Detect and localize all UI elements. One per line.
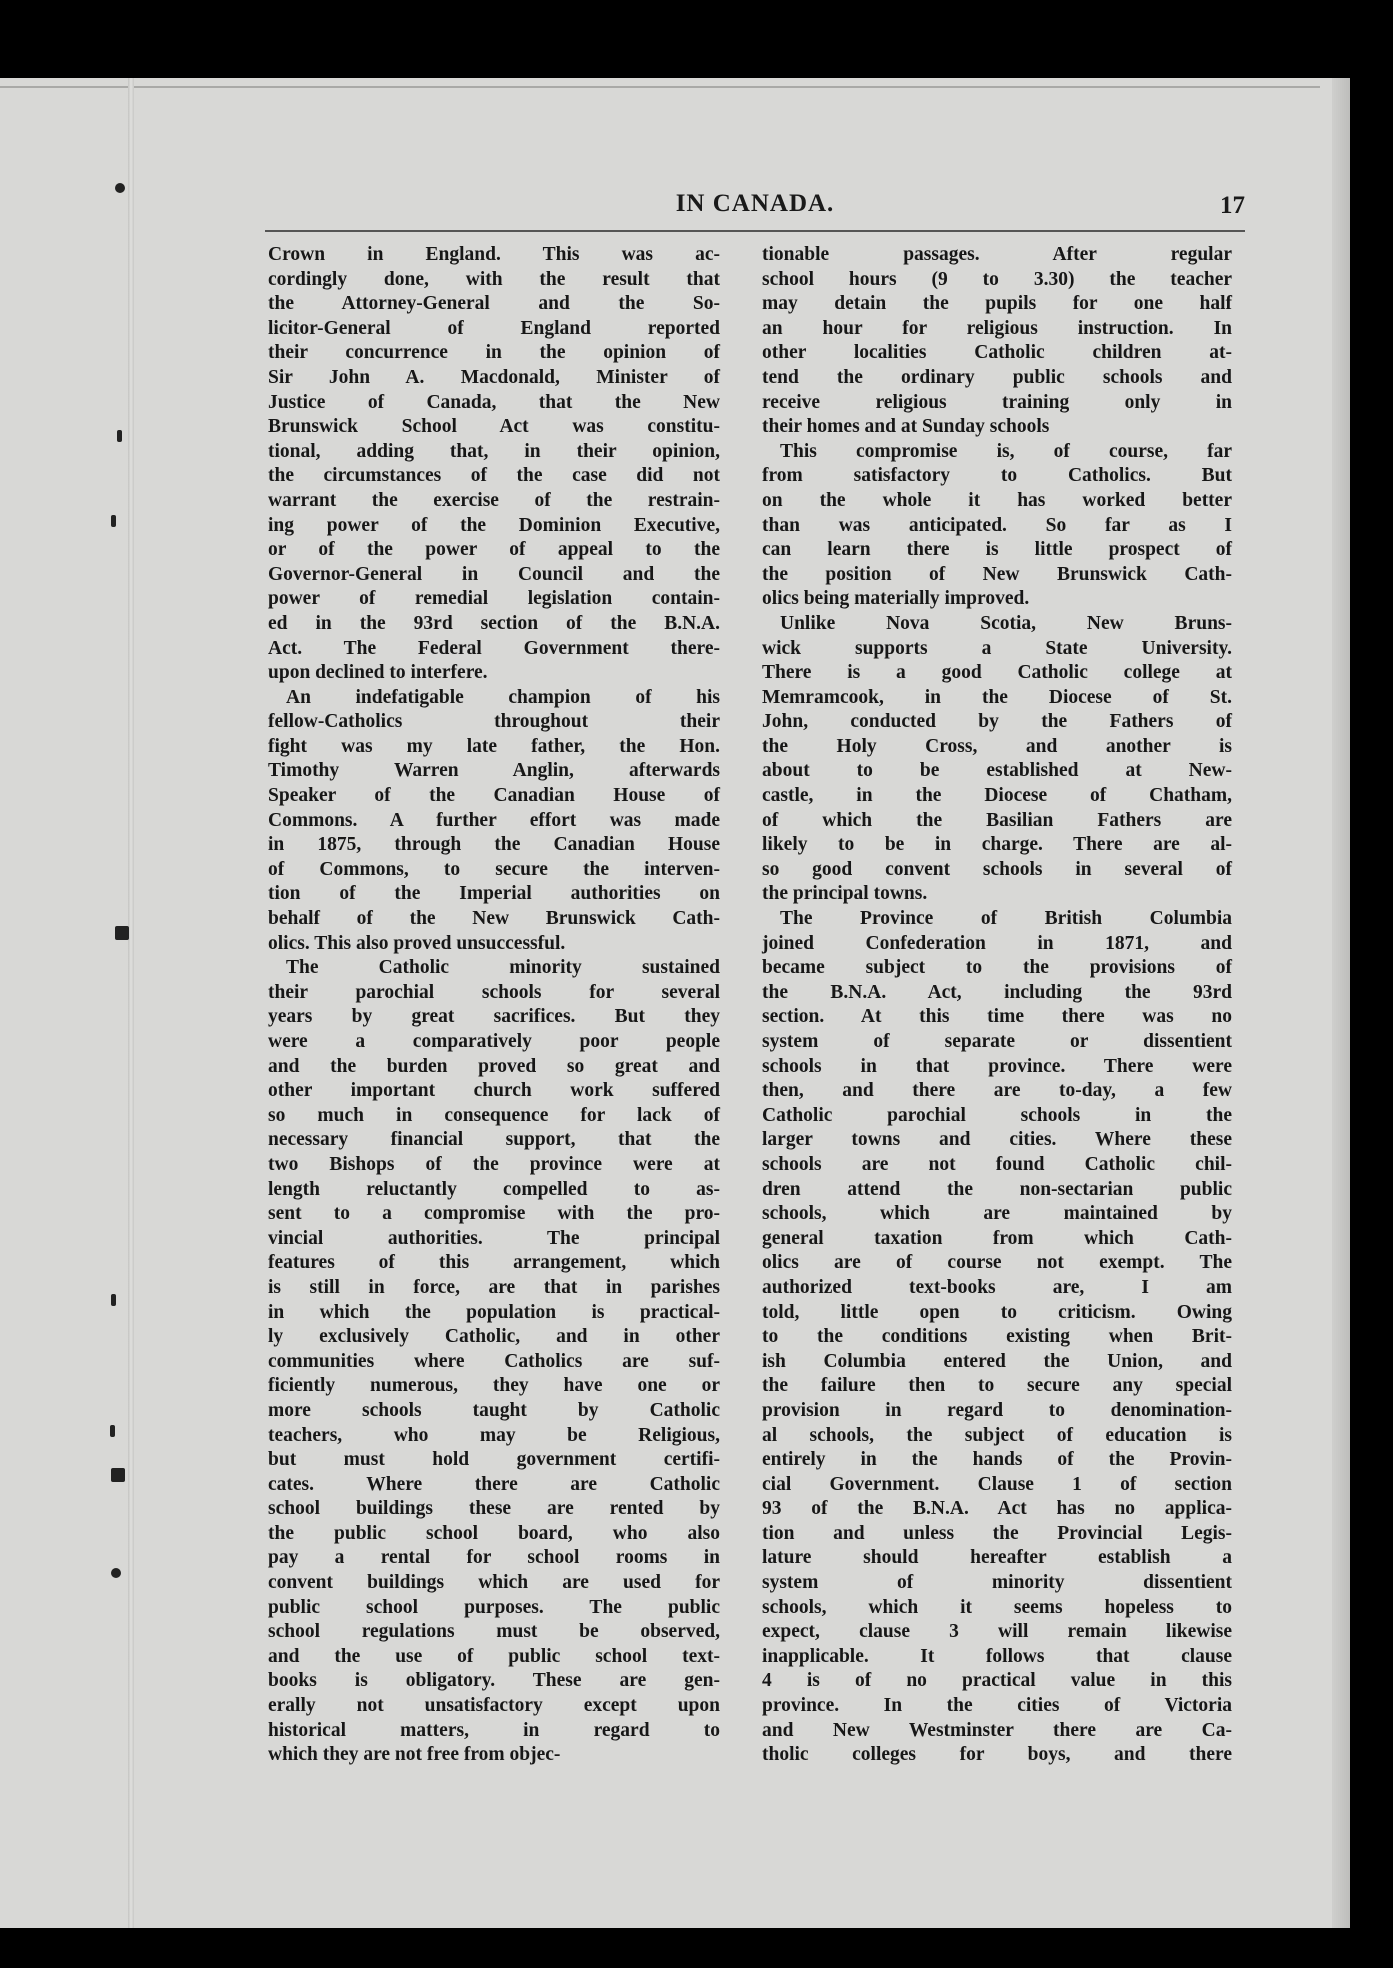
text-line: communities where Catholics are suf- xyxy=(268,1350,720,1372)
text-line: public school purposes. The public xyxy=(268,1596,720,1618)
text-line: There is a good Catholic college at xyxy=(762,662,1232,684)
text-line: power of remedial legislation contain- xyxy=(268,588,720,610)
text-line: Act. The Federal Government there- xyxy=(268,637,720,659)
text-line: ficiently numerous, they have one or xyxy=(268,1375,720,1397)
text-line: olics are of course not exempt. The xyxy=(762,1252,1232,1274)
text-line: The Province of British Columbia xyxy=(780,908,1232,930)
text-line: their concurrence in the opinion of xyxy=(268,342,720,364)
text-line: the Holy Cross, and another is xyxy=(762,735,1232,757)
text-line: The Catholic minority sustained xyxy=(286,957,720,979)
text-line: ly exclusively Catholic, and in other xyxy=(268,1326,720,1348)
text-line: system of minority dissentient xyxy=(762,1572,1232,1594)
text-line: an hour for religious instruction. In xyxy=(762,317,1232,339)
text-line: cates. Where there are Catholic xyxy=(268,1473,720,1495)
text-line: al schools, the subject of education is xyxy=(762,1424,1232,1446)
text-line: John, conducted by the Fathers of xyxy=(762,711,1232,733)
text-line: convent buildings which are used for xyxy=(268,1572,720,1594)
text-line: school buildings these are rented by xyxy=(268,1498,720,1520)
right-text-column xyxy=(762,243,1232,1768)
margin-speck xyxy=(117,430,122,442)
text-line: general taxation from which Cath- xyxy=(762,1227,1232,1249)
text-line: teachers, who may be Religious, xyxy=(268,1424,720,1446)
text-line: licitor-General of England reported xyxy=(268,317,720,339)
text-line: Unlike Nova Scotia, New Bruns- xyxy=(780,612,1232,634)
text-line: sent to a compromise with the pro- xyxy=(268,1203,720,1225)
text-line: ing power of the Dominion Executive, xyxy=(268,514,720,536)
text-line: 4 is of no practical value in this xyxy=(762,1670,1232,1692)
text-line: This compromise is, of course, far xyxy=(780,440,1232,462)
text-line: two Bishops of the province were at xyxy=(268,1153,720,1175)
text-line: Sir John A. Macdonald, Minister of xyxy=(268,366,720,388)
text-line: section. At this time there was no xyxy=(762,1006,1232,1028)
text-line: to the conditions existing when Brit- xyxy=(762,1326,1232,1348)
text-line: more schools taught by Catholic xyxy=(268,1399,720,1421)
text-line: lature should hereafter establish a xyxy=(762,1547,1232,1569)
text-line: fight was my late father, the Hon. xyxy=(268,735,720,757)
text-line: 93 of the B.N.A. Act has no applica- xyxy=(762,1498,1232,1520)
text-line: tionable passages. After regular xyxy=(762,244,1232,265)
running-title: IN CANADA. xyxy=(675,190,835,217)
text-line: system of separate or dissentient xyxy=(762,1031,1232,1052)
text-line: Brunswick School Act was constitu- xyxy=(268,416,720,438)
text-line: tion of the Imperial authorities on xyxy=(268,883,720,905)
text-line: the position of New Brunswick Cath- xyxy=(762,563,1232,585)
text-line: the circumstances of the case did not xyxy=(268,465,720,487)
text-line: other important church work suffered xyxy=(268,1080,720,1102)
text-line: which they are not free from objec- xyxy=(268,1744,561,1766)
scanned-page xyxy=(0,78,1350,1928)
margin-speck xyxy=(111,515,116,527)
text-line: or of the power of appeal to the xyxy=(268,539,720,561)
text-line: books is obligatory. These are gen- xyxy=(268,1670,720,1692)
text-line: the Attorney-General and the So- xyxy=(268,293,720,315)
text-line: expect, clause 3 will remain likewise xyxy=(762,1621,1232,1643)
text-line: their parochial schools for several xyxy=(268,981,720,1003)
text-line: their homes and at Sunday schools xyxy=(762,416,1050,438)
text-line: of Commons, to secure the interven- xyxy=(268,858,720,880)
text-line: behalf of the New Brunswick Cath- xyxy=(268,908,720,930)
text-line: pay a rental for school rooms in xyxy=(268,1547,720,1569)
text-line: ish Columbia entered the Union, and xyxy=(762,1350,1232,1372)
text-line: and New Westminster there are Ca- xyxy=(762,1719,1232,1741)
text-line: from satisfactory to Catholics. But xyxy=(762,465,1232,487)
text-line: and the use of public school text- xyxy=(268,1645,720,1667)
text-line: the B.N.A. Act, including the 93rd xyxy=(762,981,1232,1003)
text-line: tional, adding that, in their opinion, xyxy=(268,440,720,462)
text-line: school regulations must be observed, xyxy=(268,1621,720,1643)
margin-speck xyxy=(111,1294,116,1306)
text-line: schools in that province. There were xyxy=(762,1055,1232,1077)
text-line: can learn there is little prospect of xyxy=(762,539,1232,561)
text-line: castle, in the Diocese of Chatham, xyxy=(762,785,1232,807)
page-number: 17 xyxy=(1220,192,1245,219)
text-line: Timothy Warren Anglin, afterwards xyxy=(268,760,720,782)
margin-speck xyxy=(115,183,125,193)
text-line: larger towns and cities. Where these xyxy=(762,1129,1232,1151)
text-line: wick supports a State University. xyxy=(762,637,1232,659)
margin-speck xyxy=(110,1425,115,1437)
text-line: schools, which are maintained by xyxy=(762,1203,1232,1225)
text-line: of which the Basilian Fathers are xyxy=(762,809,1232,831)
text-line: olics being materially improved. xyxy=(762,588,1030,610)
text-line: Justice of Canada, that the New xyxy=(268,391,720,413)
text-line: Speaker of the Canadian House of xyxy=(268,785,720,807)
text-line: authorized text-books are, I am xyxy=(762,1276,1232,1298)
text-line: on the whole it has worked better xyxy=(762,489,1232,511)
text-line: but must hold government certifi- xyxy=(268,1449,720,1471)
text-line: inapplicable. It follows that clause xyxy=(762,1645,1232,1667)
margin-marks xyxy=(105,78,135,1928)
text-line: then, and there are to-day, a few xyxy=(762,1080,1232,1102)
text-line: joined Confederation in 1871, and xyxy=(762,932,1232,954)
left-text-column xyxy=(268,243,720,1768)
text-line: about to be established at New- xyxy=(762,760,1232,782)
text-line: length reluctantly compelled to as- xyxy=(268,1178,720,1200)
margin-speck xyxy=(111,1568,121,1578)
text-line: told, little open to criticism. Owing xyxy=(762,1301,1232,1323)
text-line: An indefatigable champion of his xyxy=(286,686,720,708)
text-line: schools are not found Catholic chil- xyxy=(762,1153,1232,1175)
text-line: may detain the pupils for one half xyxy=(762,293,1232,315)
text-line: became subject to the provisions of xyxy=(762,957,1232,979)
text-line: dren attend the non-sectarian public xyxy=(762,1178,1232,1200)
text-line: ed in the 93rd section of the B.N.A. xyxy=(268,612,720,634)
text-line: so much in consequence for lack of xyxy=(268,1104,720,1126)
text-line: features of this arrangement, which xyxy=(268,1252,720,1274)
text-line: schools, which it seems hopeless to xyxy=(762,1596,1232,1618)
text-line: province. In the cities of Victoria xyxy=(762,1695,1232,1717)
text-line: erally not unsatisfactory except upon xyxy=(268,1695,720,1717)
text-line: vincial authorities. The principal xyxy=(268,1227,720,1249)
text-line: tholic colleges for boys, and there xyxy=(762,1744,1232,1766)
page-header xyxy=(265,190,1245,232)
text-line: the principal towns. xyxy=(762,883,928,905)
text-line: upon declined to interfere. xyxy=(268,662,488,684)
text-line: so good convent schools in several of xyxy=(762,858,1232,880)
text-line: tion and unless the Provincial Legis- xyxy=(762,1522,1232,1544)
text-line: Crown in England. This was ac- xyxy=(268,244,720,265)
text-line: historical matters, in regard to xyxy=(268,1719,720,1741)
text-line: provision in regard to denomination- xyxy=(762,1399,1232,1421)
text-line: Memramcook, in the Diocese of St. xyxy=(762,686,1232,708)
text-line: likely to be in charge. There are al- xyxy=(762,834,1232,856)
text-line: years by great sacrifices. But they xyxy=(268,1006,720,1028)
text-line: than was anticipated. So far as I xyxy=(762,514,1232,536)
text-line: entirely in the hands of the Provin- xyxy=(762,1449,1232,1471)
text-line: other localities Catholic children at- xyxy=(762,342,1232,364)
text-line: warrant the exercise of the restrain- xyxy=(268,489,720,511)
text-line: is still in force, are that in parishes xyxy=(268,1276,720,1298)
text-line: in which the population is practical- xyxy=(268,1301,720,1323)
text-line: cordingly done, with the result that xyxy=(268,268,720,290)
text-line: tend the ordinary public schools and xyxy=(762,366,1232,388)
text-line: necessary financial support, that the xyxy=(268,1129,720,1151)
text-line: olics. This also proved unsuccessful. xyxy=(268,932,566,954)
text-line: and the burden proved so great and xyxy=(268,1055,720,1077)
text-line: the public school board, who also xyxy=(268,1522,720,1544)
text-line: fellow-Catholics throughout their xyxy=(268,711,720,733)
text-line: Catholic parochial schools in the xyxy=(762,1104,1232,1126)
text-line: school hours (9 to 3.30) the teacher xyxy=(762,268,1232,290)
text-line: Governor-General in Council and the xyxy=(268,563,720,585)
margin-speck xyxy=(111,1468,125,1482)
text-line: cial Government. Clause 1 of section xyxy=(762,1473,1232,1495)
margin-speck xyxy=(115,926,129,940)
text-line: in 1875, through the Canadian House xyxy=(268,834,720,856)
text-line: were a comparatively poor people xyxy=(268,1031,720,1052)
text-line: the failure then to secure any special xyxy=(762,1375,1232,1397)
text-line: receive religious training only in xyxy=(762,391,1232,413)
text-line: Commons. A further effort was made xyxy=(268,809,720,831)
top-edge-rule xyxy=(0,86,1320,88)
